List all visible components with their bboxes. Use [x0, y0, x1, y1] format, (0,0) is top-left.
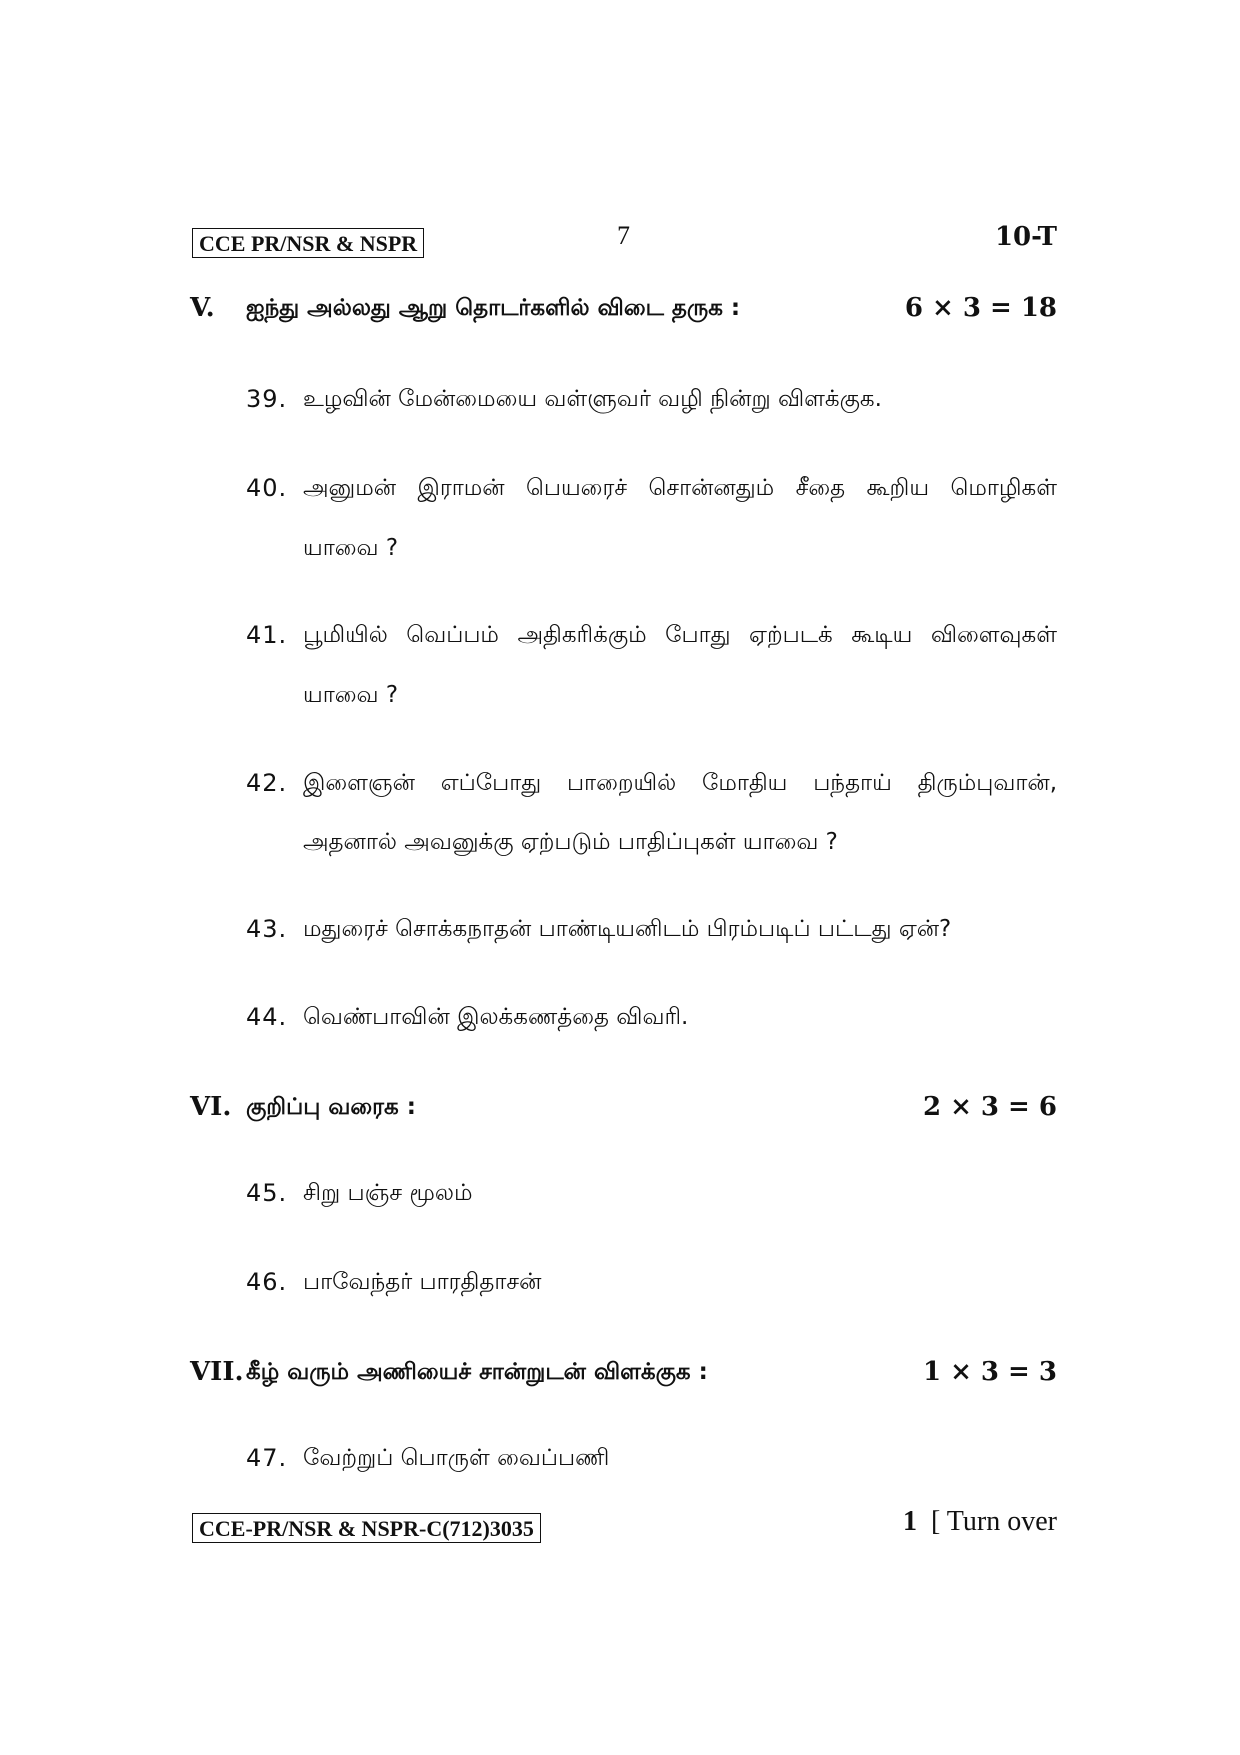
paper-code: 10-T — [994, 222, 1057, 252]
question-47-number: 47. — [246, 1444, 288, 1472]
section-v-number: V. — [190, 293, 215, 323]
question-46-number: 46. — [246, 1268, 288, 1296]
question-43-text: மதுரைச் சொக்கநாதன் பாண்டியனிடம் பிரம்படிப் பட்டது ஏன்? — [303, 916, 952, 942]
question-40-number: 40. — [246, 474, 288, 502]
question-40-text-line1: அனுமன் இராமன் பெயரைச் சொன்னதும் சீதை கூறிய மொழிகள் — [303, 475, 1057, 501]
question-40-text-line2: யாவை ? — [303, 535, 399, 561]
question-39-text: உழவின் மேன்மையை வள்ளுவர் வழி நின்று விளக்குக. — [303, 386, 882, 412]
question-43-number: 43. — [246, 915, 288, 943]
section-v-title: ஐந்து அல்லது ஆறு தொடர்களில் விடை தருக : — [246, 295, 741, 321]
question-45-number: 45. — [246, 1179, 288, 1207]
question-39-number: 39. — [246, 385, 288, 413]
question-41-number: 41. — [246, 621, 288, 649]
section-vi-marks: 2 × 3 = 6 — [922, 1092, 1057, 1122]
section-vii-title: கீழ் வரும் அணியைச் சான்றுடன் விளக்குக : — [246, 1359, 708, 1385]
footer-series-code-box: CCE-PR/NSR & NSPR-C(712)3035 — [192, 1513, 541, 1543]
section-vii-marks: 1 × 3 = 3 — [922, 1357, 1057, 1387]
question-42-text-line1: இளைஞன் எப்போது பாறையில் மோதிய பந்தாய் திரும்புவான், — [303, 770, 1057, 796]
section-vi-number: VI. — [190, 1092, 232, 1122]
question-42-text-line2: அதனால் அவனுக்கு ஏற்படும் பாதிப்புகள் யாவை ? — [303, 829, 838, 855]
header-series-box: CCE PR/NSR & NSPR — [192, 228, 424, 258]
question-47-text: வேற்றுப் பொருள் வைப்பணி — [303, 1445, 610, 1471]
question-42-number: 42. — [246, 769, 288, 797]
footer-page-count: 1 — [902, 1506, 917, 1537]
footer-turn-over — [903, 1506, 1057, 1538]
section-vii-number: VII. — [190, 1357, 244, 1387]
question-44-number: 44. — [246, 1003, 288, 1031]
question-46-text: பாவேந்தர் பாரதிதாசன் — [303, 1269, 542, 1295]
question-41-text-line1: பூமியில் வெப்பம் அதிகரிக்கும் போது ஏற்படக் கூடிய விளைவுகள் — [303, 622, 1057, 648]
section-v-marks: 6 × 3 = 18 — [904, 293, 1057, 323]
turn-over-label: [ Turn over — [930, 1506, 1057, 1537]
page-number: 7 — [617, 221, 630, 250]
section-vi-title: குறிப்பு வரைக : — [246, 1094, 416, 1120]
question-41-text-line2: யாவை ? — [303, 682, 399, 708]
question-45-text: சிறு பஞ்ச மூலம் — [303, 1180, 473, 1206]
question-44-text: வெண்பாவின் இலக்கணத்தை விவரி. — [303, 1004, 689, 1030]
